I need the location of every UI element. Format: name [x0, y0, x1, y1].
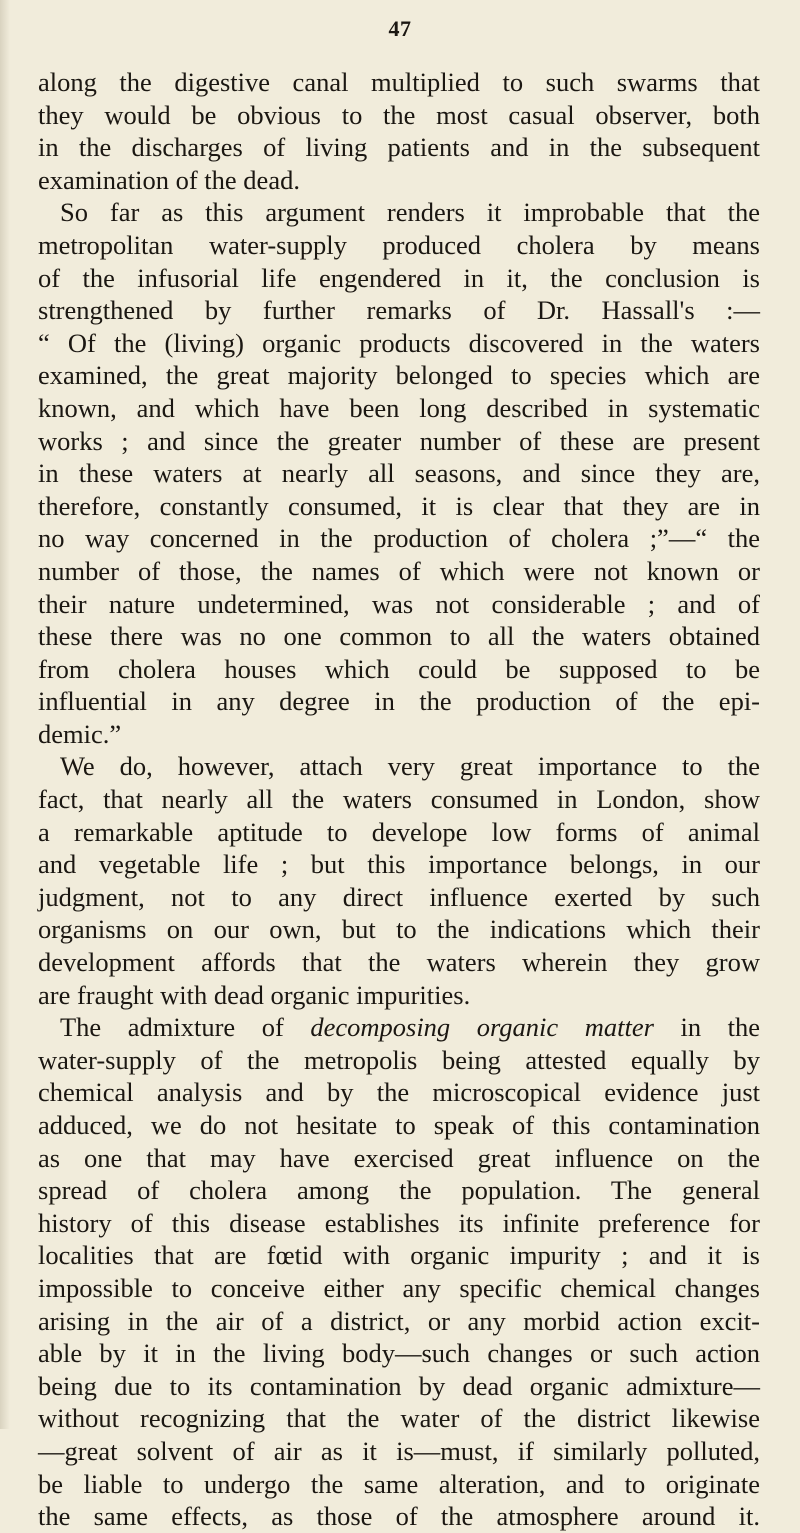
text-line: history of this disease establishes its infinite preference for: [38, 1207, 760, 1238]
text-line: are fraught with dead organic impurities.: [38, 979, 471, 1010]
text-line: in the discharges of living patients and in the subsequent: [38, 132, 760, 163]
text-line: be liable to undergo the same alteration, and to originate: [38, 1468, 760, 1499]
text-line: in these waters at nearly all seasons, and since they are,: [38, 458, 760, 489]
text-line: spread of cholera among the population. The general: [38, 1175, 760, 1206]
text-line: as one that may have exercised great influence on the: [38, 1142, 760, 1173]
text-line: water-supply of the metropolis being attested equally by: [38, 1044, 760, 1075]
text-line: “ Of the (living) organic products discovered in the waters: [38, 327, 760, 358]
text-line: known, and which have been long described in systematic: [38, 392, 760, 423]
text-line: development affords that the waters wherein they grow: [38, 947, 760, 978]
text-line: they would be obvious to the most casual observer, both: [38, 99, 760, 130]
text-line: from cholera houses which could be supposed to be: [38, 653, 760, 684]
text-line: examination of the dead.: [38, 164, 300, 195]
text-line: therefore, constantly consumed, it is clear that they are in: [38, 490, 760, 521]
text-line: influential in any degree in the production of the epi-: [38, 686, 760, 717]
text-line: number of those, the names of which were not known or: [38, 555, 760, 586]
text-line: their nature undetermined, was not considerable ; and of: [38, 588, 760, 619]
text-line: of the infusorial life engendered in it, the conclusion is: [38, 262, 760, 293]
text-line: metropolitan water-supply produced cholera by means: [38, 229, 760, 260]
text-line: being due to its contamination by dead organic admixture—: [38, 1370, 760, 1401]
text-line: strengthened by further remarks of Dr. Hassall's :—: [38, 295, 760, 326]
text-segment: in the: [653, 1012, 760, 1043]
text-line: fact, that nearly all the waters consumed in London, show: [38, 784, 760, 815]
text-line: [38, 1011, 760, 1044]
page-number: 47: [388, 16, 412, 41]
text-line: We do, however, attach very great importance to the: [60, 751, 760, 782]
text-line: and vegetable life ; but this importance belongs, in our: [38, 849, 760, 880]
text-line: arising in the air of a district, or any morbid action excit-: [38, 1305, 760, 1336]
text-line: the same effects, as those of the atmosphere around it.: [38, 1501, 760, 1532]
text-line: So far as this argument renders it improbable that the: [60, 197, 760, 228]
italic-phrase: decomposing organic matter: [310, 1012, 654, 1043]
text-line: able by it in the living body—such changes or such action: [38, 1338, 760, 1369]
text-line: demic.”: [38, 718, 122, 749]
text-segment: The admixture of: [60, 1012, 311, 1043]
text-line: these there was no one common to all the waters obtained: [38, 621, 760, 652]
text-line: works ; and since the greater number of these are present: [38, 425, 760, 456]
text-line: along the digestive canal multiplied to such swarms that: [38, 67, 760, 97]
page-binding-edge: [0, 0, 10, 1429]
text-line: chemical analysis and by the microscopical evidence just: [38, 1077, 760, 1108]
text-line: adduced, we do not hesitate to speak of this contamination: [38, 1110, 760, 1140]
text-line: examined, the great majority belonged to species which are: [38, 360, 760, 391]
text-line: judgment, not to any direct influence exerted by such: [38, 881, 760, 912]
text-line: no way concerned in the production of cholera ;”—“ the: [38, 523, 760, 554]
text-line: organisms on our own, but to the indications which their: [38, 914, 760, 945]
text-line: impossible to conceive either any specific chemical changes: [38, 1272, 760, 1303]
text-line: without recognizing that the water of the district likewise: [38, 1403, 760, 1434]
text-line: localities that are fœtid with organic impurity ; and it is: [38, 1240, 760, 1271]
text-line: —great solvent of air as it is—must, if similarly polluted,: [38, 1435, 760, 1466]
text-line: a remarkable aptitude to develope low forms of animal: [38, 816, 760, 847]
body-text: [38, 66, 760, 1533]
